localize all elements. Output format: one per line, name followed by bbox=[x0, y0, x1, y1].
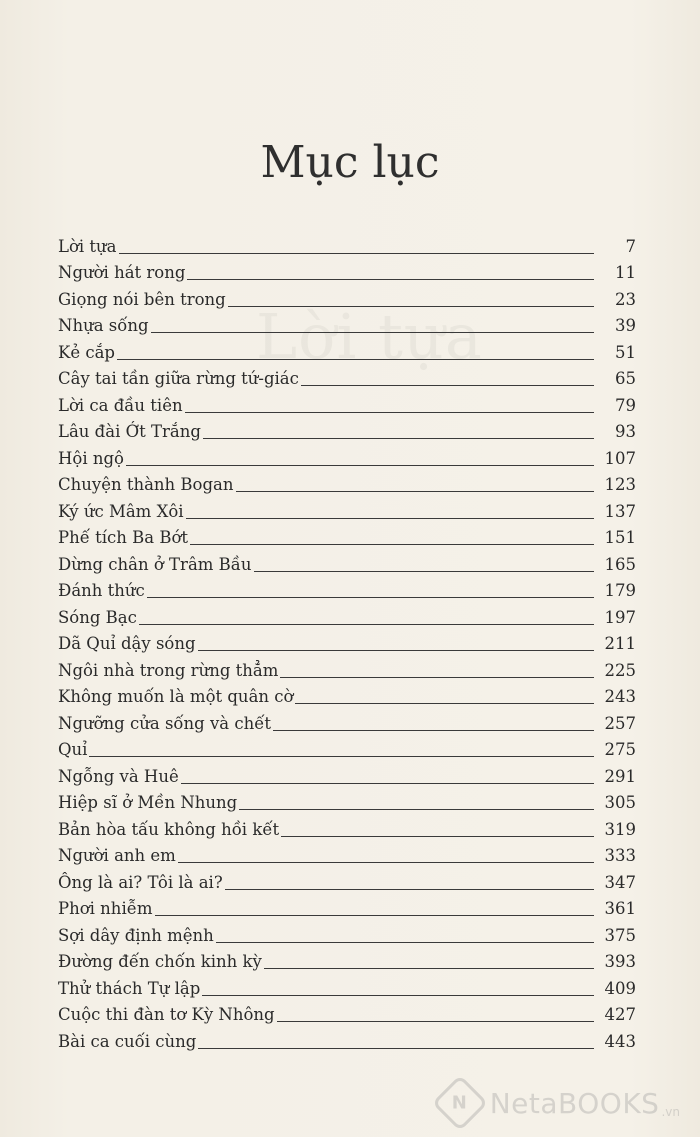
toc-leader-line bbox=[202, 995, 594, 996]
toc-entry bbox=[58, 972, 636, 999]
toc-entry bbox=[58, 522, 636, 549]
toc-leader-line bbox=[301, 385, 594, 386]
toc-entry bbox=[58, 681, 636, 708]
toc-entry bbox=[58, 389, 636, 416]
toc-leader-line bbox=[273, 730, 594, 731]
toc-leader-line bbox=[277, 1021, 594, 1022]
toc-entry-page: 93 bbox=[615, 422, 636, 441]
toc-entry-page: 319 bbox=[604, 819, 636, 839]
toc-entry-title: Phế tích Ba Bớt bbox=[58, 528, 189, 547]
toc-entry-page: 123 bbox=[604, 475, 636, 494]
toc-leader-line bbox=[280, 677, 594, 678]
toc-entry bbox=[58, 734, 636, 761]
toc-entry-title: Ông là ai? Tôi là ai? bbox=[58, 872, 223, 892]
toc-entry-title: Sợi dây định mệnh bbox=[58, 925, 214, 945]
toc-entry-page: 65 bbox=[615, 369, 636, 388]
toc-leader-line bbox=[198, 1048, 594, 1049]
toc-entry bbox=[58, 999, 636, 1026]
toc-leader-line bbox=[186, 518, 594, 519]
toc-entry bbox=[58, 654, 636, 681]
toc-entry bbox=[58, 548, 636, 575]
toc-entry bbox=[58, 946, 636, 973]
toc-entry-title: Kẻ cắp bbox=[58, 342, 115, 362]
toc-entry-title: Không muốn là một quân cờ bbox=[58, 687, 294, 706]
toc-entry-page: 51 bbox=[615, 342, 636, 362]
toc-entry bbox=[58, 310, 636, 337]
toc-entry-page: 243 bbox=[604, 687, 636, 706]
toc-entry-title: Ký ức Mâm Xôi bbox=[58, 501, 184, 521]
toc-entry-title: Hiệp sĩ ở Mền Nhung bbox=[58, 793, 238, 812]
toc-entry bbox=[58, 336, 636, 363]
toc-entry bbox=[58, 283, 636, 310]
toc-entry-page: 427 bbox=[604, 1005, 636, 1024]
toc-leader-line bbox=[126, 465, 594, 466]
toc-entry-page: 333 bbox=[604, 846, 636, 865]
toc-entry-title: Ngôi nhà trong rừng thẳm bbox=[58, 660, 279, 680]
toc-entry bbox=[58, 840, 636, 867]
toc-entry-page: 7 bbox=[625, 236, 636, 256]
page-title: Mục lục bbox=[260, 137, 440, 189]
toc-entry-title: Ngỗng và Huê bbox=[58, 766, 179, 786]
toc-leader-line bbox=[155, 915, 594, 916]
watermark-suffix: .vn bbox=[661, 1105, 680, 1119]
toc-entry-page: 137 bbox=[604, 501, 636, 521]
toc-entry-page: 211 bbox=[604, 634, 636, 653]
watermark-logo-letter: N bbox=[452, 1092, 468, 1114]
toc-entry-page: 225 bbox=[604, 660, 636, 680]
toc-entry-page: 393 bbox=[604, 952, 636, 971]
toc-entry-page: 443 bbox=[604, 1031, 636, 1051]
toc-leader-line bbox=[236, 491, 594, 492]
toc-entry-page: 11 bbox=[615, 263, 636, 282]
toc-leader-line bbox=[181, 783, 594, 784]
toc-entry-title: Sóng Bạc bbox=[58, 607, 137, 627]
toc-entry bbox=[58, 707, 636, 734]
toc-entry-title: Bài ca cuối cùng bbox=[58, 1031, 197, 1051]
toc-entry bbox=[58, 442, 636, 469]
toc-entry-page: 291 bbox=[604, 766, 636, 786]
toc-leader-line bbox=[117, 359, 594, 360]
toc-entry-page: 165 bbox=[604, 554, 636, 574]
toc-entry-page: 361 bbox=[604, 899, 636, 918]
toc-leader-line bbox=[89, 756, 594, 757]
toc-leader-line bbox=[264, 968, 594, 969]
toc-entry-title: Người hát rong bbox=[58, 263, 186, 282]
toc-entry-page: 275 bbox=[604, 740, 636, 759]
toc-entry-title: Nhựa sống bbox=[58, 316, 149, 335]
toc-leader-line bbox=[203, 438, 594, 439]
toc-entry-page: 39 bbox=[615, 316, 636, 335]
toc-entry-page: 79 bbox=[615, 395, 636, 415]
toc-entry-title: Cây tai tần giữa rừng tứ-giác bbox=[58, 369, 299, 388]
toc-entry bbox=[58, 363, 636, 390]
toc-entry-title: Dã Quỉ dậy sóng bbox=[58, 634, 196, 653]
toc-entry bbox=[58, 257, 636, 284]
toc-leader-line bbox=[147, 597, 594, 598]
toc-entry-title: Người anh em bbox=[58, 846, 176, 865]
watermark-text: NetaBOOKS bbox=[489, 1086, 660, 1120]
toc-leader-line bbox=[225, 889, 594, 890]
toc-entry bbox=[58, 919, 636, 946]
toc-entry-title: Đường đến chốn kinh kỳ bbox=[58, 952, 262, 971]
toc-entry-title: Lời tựa bbox=[58, 236, 117, 256]
toc-leader-line bbox=[139, 624, 594, 625]
toc-entry bbox=[58, 813, 636, 840]
toc-entry bbox=[58, 760, 636, 787]
toc-entry bbox=[58, 601, 636, 628]
toc-entry-page: 257 bbox=[604, 713, 636, 733]
toc-entry-title: Đánh thức bbox=[58, 581, 145, 600]
toc-leader-line bbox=[178, 862, 594, 863]
toc-entry-page: 179 bbox=[604, 581, 636, 600]
watermark-logo-icon bbox=[431, 1075, 488, 1132]
toc-entry-title: Giọng nói bên trong bbox=[58, 289, 226, 309]
toc-leader-line bbox=[119, 253, 594, 254]
bleed-through-text: Lời tựa bbox=[256, 300, 483, 373]
toc-leader-line bbox=[190, 544, 594, 545]
toc-entry bbox=[58, 416, 636, 443]
toc-entry-title: Dừng chân ở Trâm Bầu bbox=[58, 554, 252, 574]
toc-leader-line bbox=[239, 809, 594, 810]
table-of-contents bbox=[58, 230, 636, 1052]
toc-entry bbox=[58, 575, 636, 602]
toc-leader-line bbox=[198, 650, 594, 651]
toc-entry-title: Ngưỡng cửa sống và chết bbox=[58, 713, 271, 733]
toc-entry-title: Cuộc thi đàn tơ Kỳ Nhông bbox=[58, 1005, 275, 1024]
toc-entry bbox=[58, 893, 636, 920]
toc-leader-line bbox=[295, 703, 594, 704]
toc-entry-page: 23 bbox=[615, 289, 636, 309]
toc-leader-line bbox=[151, 332, 594, 333]
toc-entry-title: Hội ngộ bbox=[58, 448, 124, 468]
toc-entry-page: 151 bbox=[604, 528, 636, 547]
toc-entry bbox=[58, 787, 636, 814]
toc-entry-title: Thử thách Tự lập bbox=[58, 978, 201, 998]
toc-entry bbox=[58, 866, 636, 893]
toc-entry-title: Bản hòa tấu không hồi kết bbox=[58, 819, 280, 839]
toc-entry bbox=[58, 628, 636, 655]
toc-entry-title: Lâu đài Ớt Trắng bbox=[58, 422, 201, 441]
toc-entry bbox=[58, 469, 636, 496]
toc-leader-line bbox=[281, 836, 594, 837]
toc-leader-line bbox=[185, 412, 594, 413]
toc-entry bbox=[58, 495, 636, 522]
toc-entry-page: 107 bbox=[604, 448, 636, 468]
toc-leader-line bbox=[254, 571, 594, 572]
toc-leader-line bbox=[187, 279, 594, 280]
toc-entry-page: 305 bbox=[604, 793, 636, 812]
toc-entry-page: 409 bbox=[604, 978, 636, 998]
toc-entry bbox=[58, 230, 636, 257]
toc-entry-title: Quỉ bbox=[58, 740, 88, 759]
toc-entry-title: Phơi nhiễm bbox=[58, 899, 153, 918]
toc-entry-page: 347 bbox=[604, 872, 636, 892]
toc-entry-title: Lời ca đầu tiên bbox=[58, 395, 183, 415]
toc-entry-title: Chuyện thành Bogan bbox=[58, 475, 234, 494]
watermark bbox=[440, 1083, 680, 1123]
toc-leader-line bbox=[216, 942, 594, 943]
toc-entry-page: 197 bbox=[604, 607, 636, 627]
toc-entry bbox=[58, 1025, 636, 1052]
toc-leader-line bbox=[228, 306, 594, 307]
toc-entry-page: 375 bbox=[604, 925, 636, 945]
